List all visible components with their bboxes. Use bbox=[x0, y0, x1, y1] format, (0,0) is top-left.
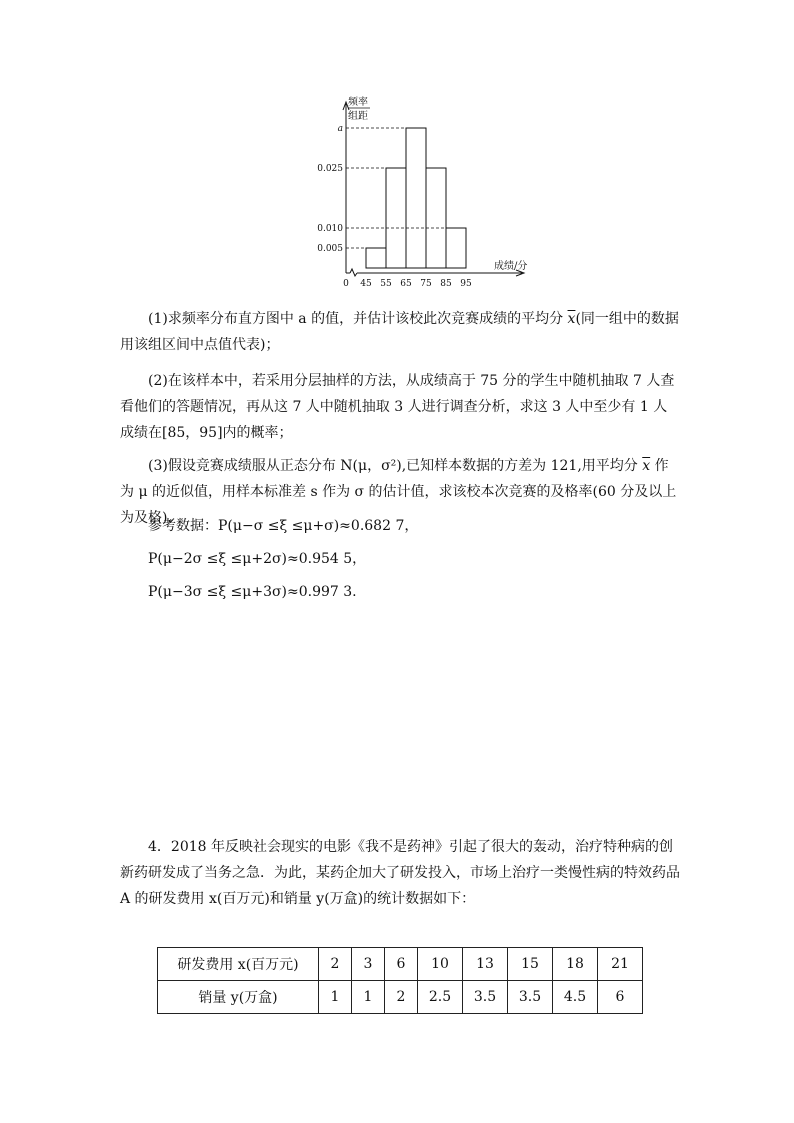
table-cell: 1 bbox=[352, 981, 385, 1014]
reference-line-1: 参考数据：P(μ−σ ≤ξ ≤μ+σ)≈0.682 7， bbox=[148, 518, 419, 534]
table-row bbox=[158, 981, 643, 1014]
table-cell: 10 bbox=[418, 948, 463, 981]
data-table bbox=[157, 947, 643, 1014]
x-tick-label: 85 bbox=[440, 279, 452, 288]
x-tick-label: 75 bbox=[420, 279, 432, 288]
y-tick-label: 0.005 bbox=[317, 244, 343, 254]
table-cell: 4.5 bbox=[553, 981, 598, 1014]
histogram-bar bbox=[386, 168, 406, 268]
table-cell: 2 bbox=[319, 948, 352, 981]
q1-text-before: (1)求频率分布直方图中 a 的值，并估计该校此次竞赛成绩的平均分 bbox=[148, 311, 568, 327]
problem-4-text: 4．2018 年反映社会现实的电影《我不是药神》引起了很大的轰动，治疗特种病的创新药研发成了当务之急．为此，某药企加大了研发投入，市场上治疗一类慢性病的特效药品 A 的研发费用 x(百万元)和销量 y(万盒)的统计数据如下： bbox=[120, 839, 680, 907]
table-cell: 13 bbox=[463, 948, 508, 981]
table-cell: 2.5 bbox=[418, 981, 463, 1014]
table-cell: 18 bbox=[553, 948, 598, 981]
table-cell: 15 bbox=[508, 948, 553, 981]
frequency-histogram bbox=[300, 92, 540, 288]
x-axis-label: 成绩/分 bbox=[494, 261, 528, 272]
y-axis-label-top: 频率 bbox=[348, 97, 368, 108]
q3-text-after: 作为 μ 的近似值，用样本标准差 s 作为 σ 的估计值，求该校本次竞赛的及格率(60 分及以上为及格). bbox=[120, 458, 677, 526]
histogram-bar bbox=[426, 168, 446, 268]
origin-label: 0 bbox=[343, 279, 349, 288]
x-tick-label: 45 bbox=[360, 279, 372, 288]
histogram-bar bbox=[406, 128, 426, 268]
x-tick-label: 55 bbox=[380, 279, 392, 288]
x-tick-label: 95 bbox=[460, 279, 472, 288]
q1-text-after: (同一组中的数据用该组区间中点值代表)； bbox=[120, 311, 679, 353]
table-row-header: 销量 y(万盒) bbox=[158, 981, 319, 1014]
y-tick-label: 0.025 bbox=[317, 164, 343, 174]
mean-symbol-2: $\overline{x}$ bbox=[642, 458, 651, 474]
reference-line-3: P(μ−3σ ≤ξ ≤μ+3σ)≈0.997 3. bbox=[148, 584, 357, 600]
question-1 bbox=[120, 306, 680, 358]
table-cell: 3.5 bbox=[463, 981, 508, 1014]
table-cell: 1 bbox=[319, 981, 352, 1014]
reference-line-2: P(μ−2σ ≤ξ ≤μ+2σ)≈0.954 5， bbox=[148, 551, 367, 567]
table-cell: 2 bbox=[385, 981, 418, 1014]
mean-symbol: $\overline{x}$ bbox=[567, 311, 576, 327]
table-row bbox=[158, 948, 643, 981]
q3-text-before: (3)假设竞赛成绩服从正态分布 N(μ，σ²),已知样本数据的方差为 121,用平均分 bbox=[148, 458, 643, 474]
histogram-bar bbox=[446, 228, 466, 268]
question-2: (2)在该样本中，若采用分层抽样的方法，从成绩高于 75 分的学生中随机抽取 7 人查看他们的答题情况，再从这 7 人中随机抽取 3 人进行调查分析，求这 3 人中至少有 1 人成绩在[85，95]内的概率； bbox=[120, 373, 675, 441]
table-row-header: 研发费用 x(百万元) bbox=[158, 948, 319, 981]
histogram-bar bbox=[366, 248, 386, 268]
table-cell: 21 bbox=[598, 948, 643, 981]
y-axis-label-bottom: 组距 bbox=[348, 111, 368, 122]
table-cell: 3 bbox=[352, 948, 385, 981]
table-cell: 6 bbox=[598, 981, 643, 1014]
y-tick-label: 0.010 bbox=[317, 224, 343, 234]
y-tick-label: a bbox=[337, 124, 343, 134]
table-cell: 3.5 bbox=[508, 981, 553, 1014]
table-cell: 6 bbox=[385, 948, 418, 981]
x-tick-label: 65 bbox=[400, 279, 412, 288]
axis-break bbox=[350, 269, 357, 276]
